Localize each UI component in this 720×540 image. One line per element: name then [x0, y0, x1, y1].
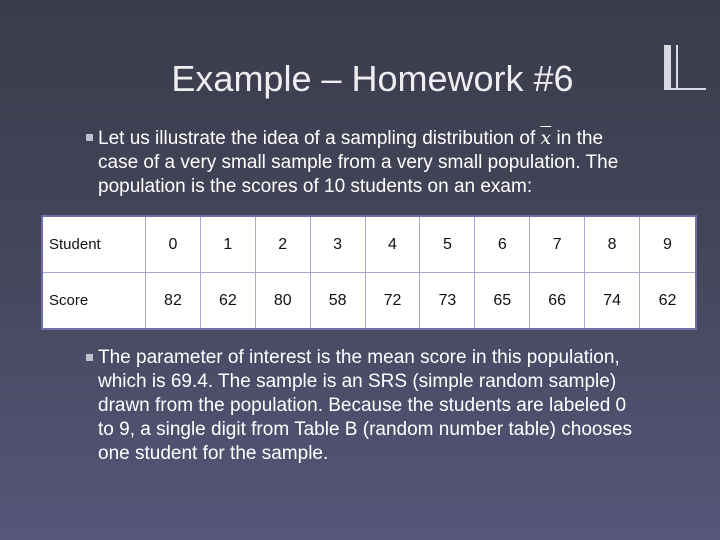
table-cell: 62	[640, 273, 696, 330]
table-cell: 7	[530, 216, 585, 273]
scores-table	[41, 215, 697, 330]
table-cell: 58	[310, 273, 365, 330]
bullet-parameter-text: The parameter of interest is the mean score in this population, which is 69.4. The sample is an SRS (simple random sample) drawn from the population. Because the students are labeled 0 to 9, a single digit from Table B (random number table) chooses one student for the sample.	[98, 347, 633, 464]
bullet-intro-text: Let us illustrate the idea of a sampling distribution of $\overline{x}$ in the case of a very small sample from a very small population. The population is the scores of 10 students on an exam:	[98, 127, 619, 197]
table-cell: 6	[475, 216, 530, 273]
table-row	[42, 273, 696, 330]
slide-title: Example – Homework #6	[171, 58, 574, 99]
table-cell: 62	[200, 273, 255, 330]
table-row	[42, 216, 696, 273]
row-header: Student	[42, 216, 146, 273]
table-cell: 74	[585, 273, 640, 330]
table-cell: 80	[255, 273, 310, 330]
x-bar-symbol: $\overline{x}$	[540, 127, 552, 149]
table-cell: 82	[146, 273, 201, 330]
table-cell: 4	[365, 216, 420, 273]
bullet-square-icon	[86, 354, 93, 361]
table-cell: 65	[475, 273, 530, 330]
bullet-square-icon	[86, 134, 93, 141]
bullet-intro	[86, 126, 646, 199]
bullet-parameter	[86, 346, 646, 466]
table-cell: 73	[420, 273, 475, 330]
row-header: Score	[42, 273, 146, 330]
table-cell: 0	[146, 216, 201, 273]
table-cell: 2	[255, 216, 310, 273]
table-cell: 9	[640, 216, 696, 273]
table-cell: 1	[200, 216, 255, 273]
table-cell: 8	[585, 216, 640, 273]
table-cell: 5	[420, 216, 475, 273]
table-cell: 3	[310, 216, 365, 273]
table-cell: 66	[530, 273, 585, 330]
table-cell: 72	[365, 273, 420, 330]
